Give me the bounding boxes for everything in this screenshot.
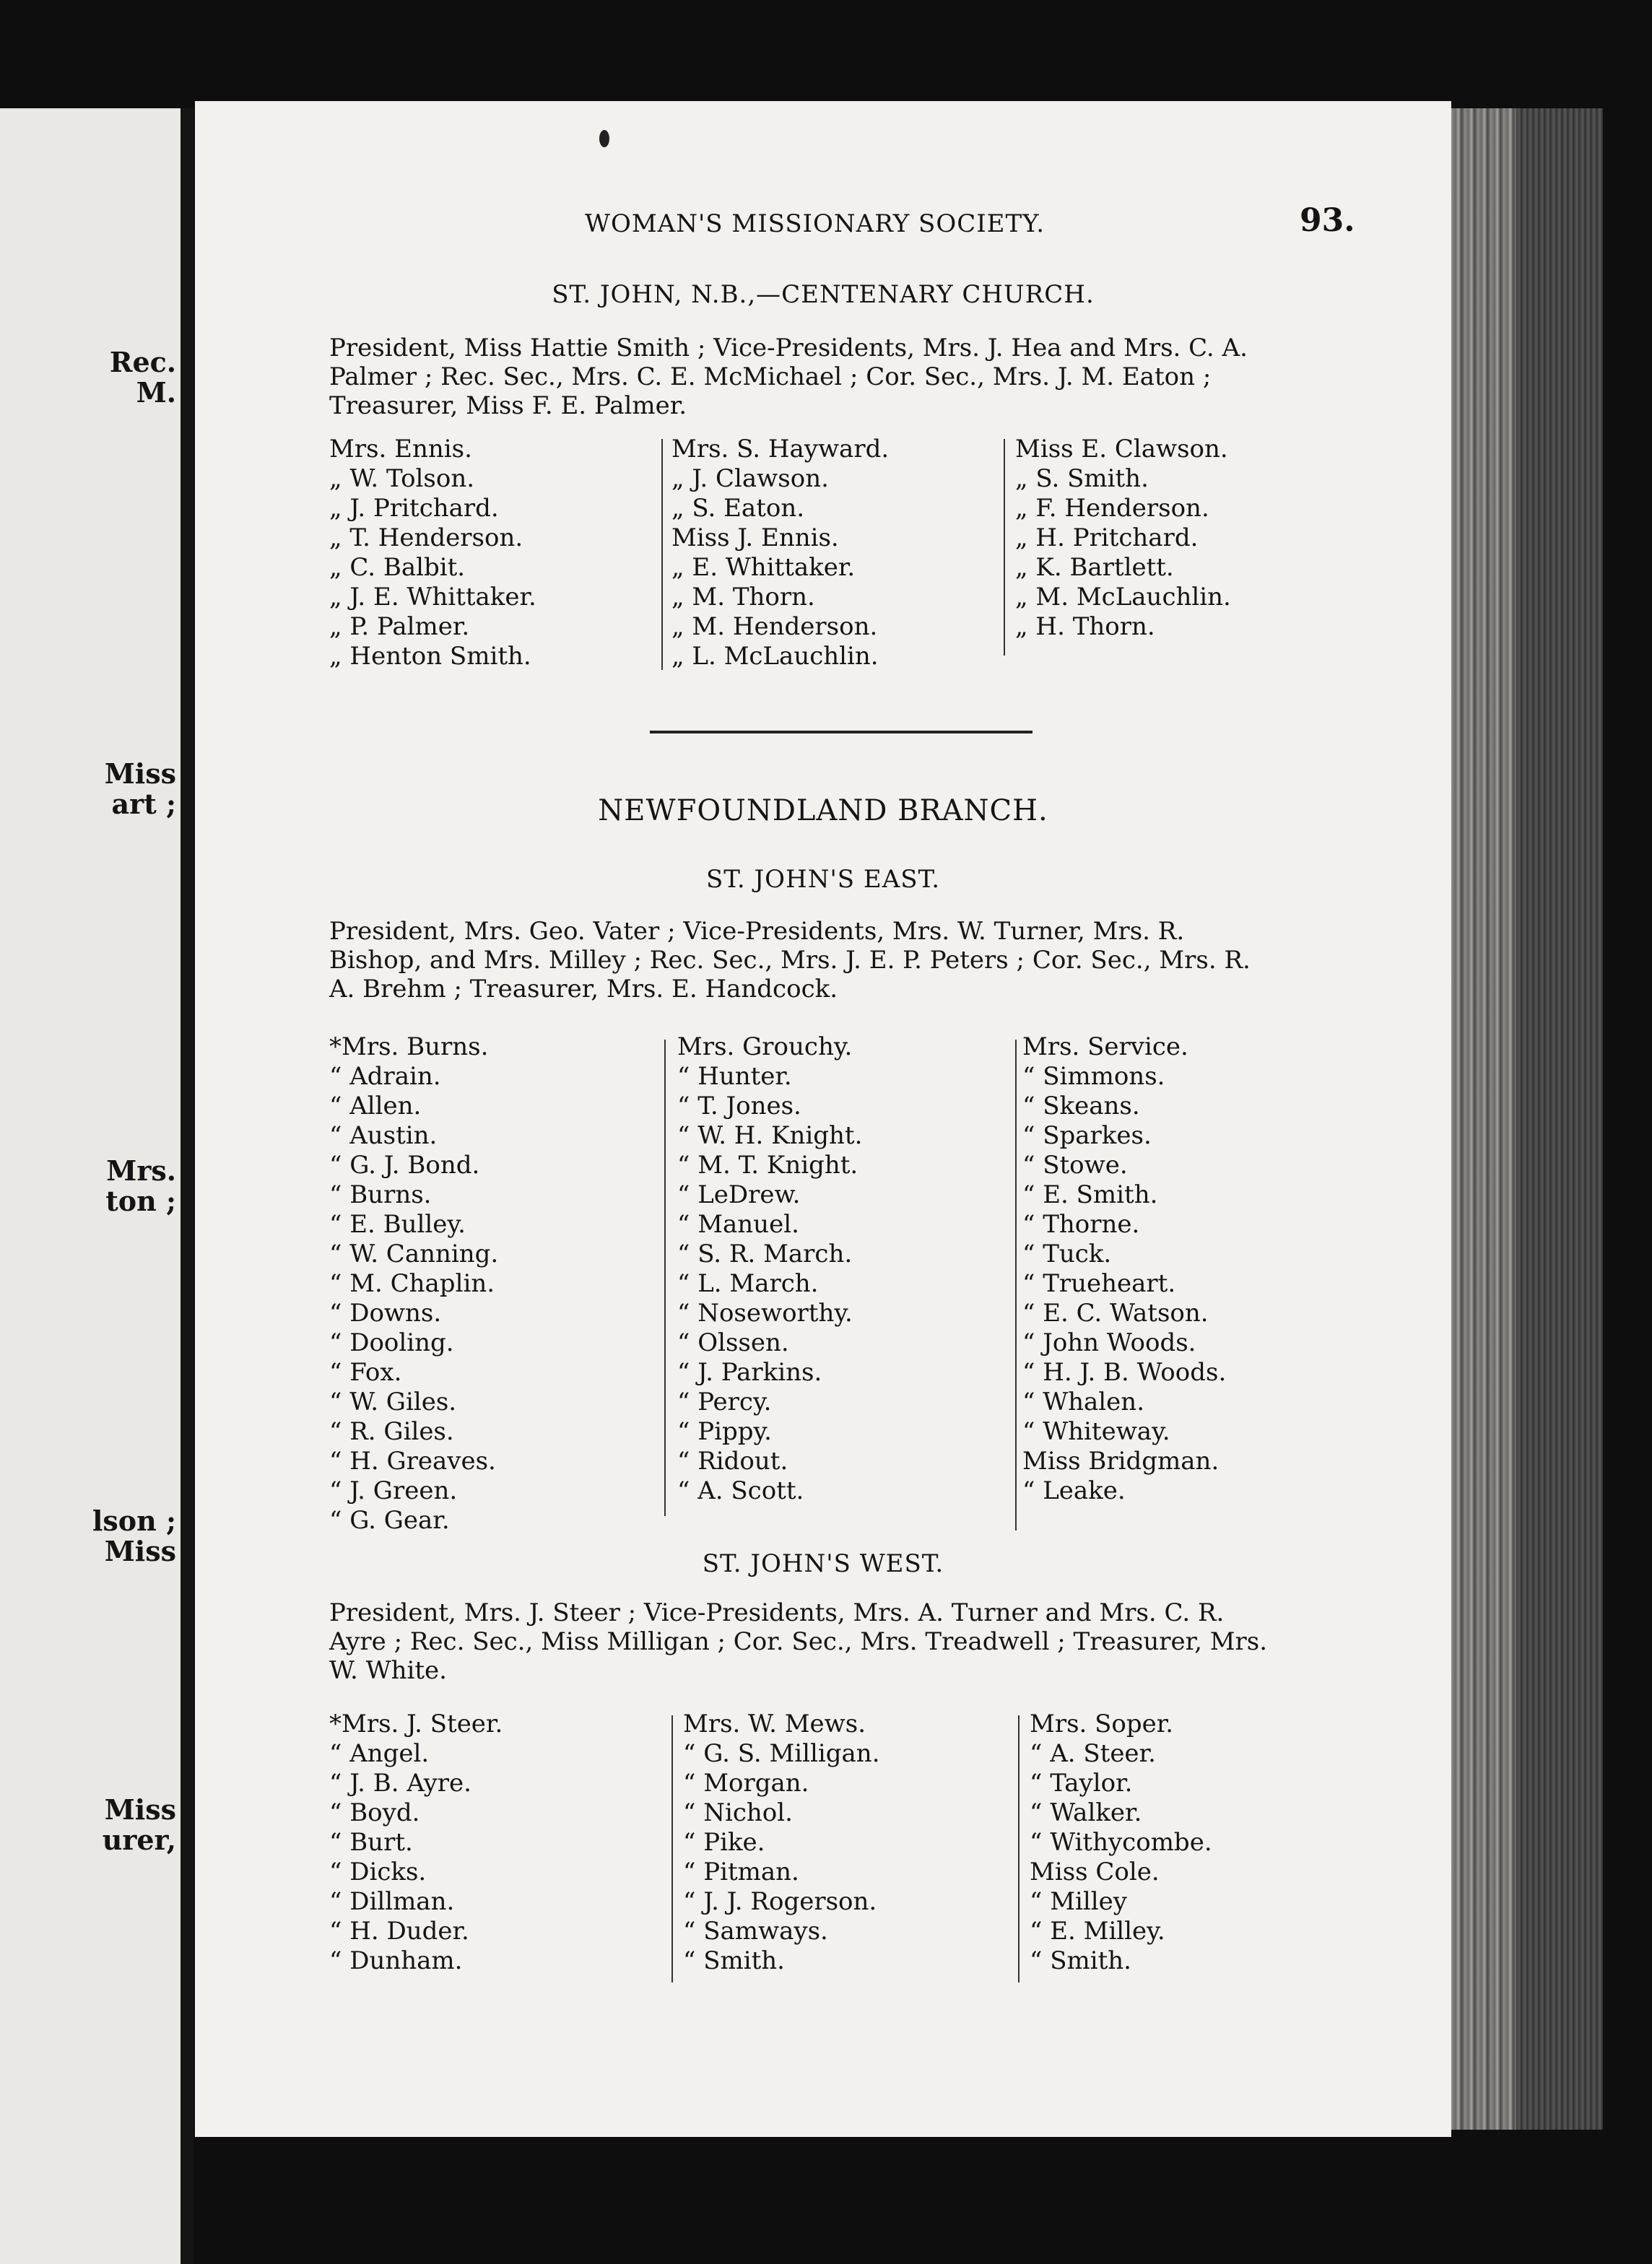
member-entry: „ M. Henderson.	[671, 612, 878, 641]
margin-fragment: Mrs.	[106, 1154, 176, 1187]
officers-line: A. Brehm ; Treasurer, Mrs. E. Handcock.	[329, 975, 838, 1003]
member-entry: “ G. J. Bond.	[329, 1151, 480, 1180]
column-divider	[664, 1040, 666, 1516]
member-entry: “ H. Duder.	[329, 1917, 469, 1946]
member-entry: “ Dillman.	[329, 1887, 455, 1916]
member-entry: “ Austin.	[329, 1121, 438, 1150]
officers-line: Palmer ; Rec. Sec., Mrs. C. E. McMichael ; Cor. Sec., Mrs. J. M. Eaton ;	[329, 362, 1212, 391]
member-entry: “ Smith.	[683, 1946, 785, 1975]
margin-fragment: lson ;	[92, 1505, 176, 1537]
member-entry: “ Manuel.	[677, 1210, 799, 1239]
member-entry: „ H. Thorn.	[1015, 612, 1155, 641]
member-entry: “ Taylor.	[1030, 1769, 1133, 1798]
running-head: WOMAN'S MISSIONARY SOCIETY.	[585, 209, 1045, 238]
member-entry: „ J. E. Whittaker.	[329, 583, 536, 611]
member-entry: “ Dicks.	[329, 1858, 427, 1886]
member-entry: „ T. Henderson.	[329, 523, 523, 552]
section-title-st-johns-east: ST. JOHN'S EAST.	[705, 865, 941, 894]
member-entry: “ A. Scott.	[677, 1476, 804, 1505]
member-entry: “ H. J. B. Woods.	[1022, 1358, 1227, 1387]
member-entry: “ Downs.	[329, 1299, 442, 1328]
ink-mark	[599, 130, 609, 147]
member-entry: “ W. Giles.	[329, 1388, 457, 1416]
member-entry: „ S. Eaton.	[671, 494, 805, 523]
member-entry: “ Whalen.	[1022, 1388, 1145, 1416]
member-entry: “ Tuck.	[1022, 1240, 1112, 1268]
member-entry: “ Allen.	[329, 1092, 422, 1120]
member-entry: “ Withycombe.	[1030, 1828, 1212, 1857]
branch-title: NEWFOUNDLAND BRANCH.	[598, 794, 1048, 827]
column-divider	[1015, 1040, 1017, 1531]
member-entry: “ J. Parkins.	[677, 1358, 822, 1387]
member-entry: “ Pippy.	[677, 1417, 772, 1446]
column-divider	[661, 439, 663, 670]
member-entry: „ M. Thorn.	[671, 583, 815, 611]
member-entry: „ E. Whittaker.	[671, 553, 856, 582]
officers-line: Ayre ; Rec. Sec., Miss Milligan ; Cor. Sec., Mrs. Treadwell ; Treasurer, Mrs.	[329, 1627, 1268, 1656]
member-entry: „ W. Tolson.	[329, 464, 475, 493]
section-title-centenary: ST. JOHN, N.B.,—CENTENARY CHURCH.	[552, 280, 1095, 309]
margin-fragment: urer,	[102, 1824, 176, 1856]
officers-line: Bishop, and Mrs. Milley ; Rec. Sec., Mrs. J. E. P. Peters ; Cor. Sec., Mrs. R.	[329, 946, 1251, 975]
member-entry: “ Pike.	[683, 1828, 765, 1857]
member-entry: “ Olssen.	[677, 1328, 789, 1357]
member-entry: “ E. Bulley.	[329, 1210, 466, 1239]
page-number: 93.	[1300, 202, 1355, 239]
member-entry: “ Trueheart.	[1022, 1269, 1176, 1298]
member-entry: Mrs. Grouchy.	[677, 1032, 853, 1061]
member-entry: “ E. C. Watson.	[1022, 1299, 1209, 1328]
officers-paragraph-st-johns-west	[329, 1598, 1355, 1685]
officers-line: W. White.	[329, 1656, 447, 1685]
member-entry: “ Angel.	[329, 1739, 430, 1768]
member-entry: “ Burns.	[329, 1180, 432, 1209]
member-entry: “ G. Gear.	[329, 1506, 450, 1535]
member-entry: “ T. Jones.	[677, 1092, 801, 1120]
member-entry: “ A. Steer.	[1030, 1739, 1156, 1768]
officers-line: President, Miss Hattie Smith ; Vice-Presidents, Mrs. J. Hea and Mrs. C. A.	[329, 334, 1248, 362]
member-entry: “ Sparkes.	[1022, 1121, 1152, 1150]
member-entry: “ LeDrew.	[677, 1180, 801, 1209]
member-entry: Mrs. W. Mews.	[683, 1710, 866, 1738]
member-entry: “ Leake.	[1022, 1476, 1126, 1505]
member-entry: „ C. Balbit.	[329, 553, 466, 582]
officers-line: President, Mrs. J. Steer ; Vice-Presidents, Mrs. A. Turner and Mrs. C. R.	[329, 1598, 1225, 1627]
member-entry: “ Simmons.	[1022, 1062, 1165, 1091]
book-page-edges	[1451, 108, 1603, 2130]
margin-fragment: Miss	[104, 1535, 176, 1567]
member-entry: “ Nichol.	[683, 1798, 793, 1827]
member-entry: Miss J. Ennis.	[671, 523, 839, 552]
member-entry: „ H. Pritchard.	[1015, 523, 1199, 552]
member-entry: “ Fox.	[329, 1358, 402, 1387]
member-entry: “ Skeans.	[1022, 1092, 1140, 1120]
member-entry: Miss Cole.	[1030, 1858, 1160, 1886]
member-entry: “ Thorne.	[1022, 1210, 1140, 1239]
margin-fragment: Miss	[104, 757, 176, 790]
member-entry: “ Noseworthy.	[677, 1299, 853, 1328]
member-entry: “ Whiteway.	[1022, 1417, 1170, 1446]
member-entry: „ F. Henderson.	[1015, 494, 1209, 523]
member-entry: „ K. Bartlett.	[1015, 553, 1174, 582]
section-divider	[650, 731, 1032, 733]
member-entry: *Mrs. Burns.	[329, 1032, 489, 1061]
member-entry: “ G. S. Milligan.	[683, 1739, 880, 1768]
member-entry: “ Boyd.	[329, 1798, 420, 1827]
member-entry: “ John Woods.	[1022, 1328, 1196, 1357]
column-divider	[1004, 439, 1005, 656]
member-entry: „ L. McLauchlin.	[671, 642, 879, 671]
member-entry: „ J. Clawson.	[671, 464, 829, 493]
member-entry: “ Dunham.	[329, 1946, 463, 1975]
margin-fragment: ton ;	[105, 1185, 176, 1217]
member-entry: Miss Bridgman.	[1022, 1447, 1220, 1476]
member-entry: Mrs. Service.	[1022, 1032, 1188, 1061]
left-page-edge	[0, 108, 194, 2264]
member-entry: “ Milley	[1030, 1887, 1127, 1916]
member-entry: “ Percy.	[677, 1388, 772, 1416]
member-column-3	[1022, 1032, 1226, 1506]
member-entry: “ J. J. Rogerson.	[683, 1887, 877, 1916]
member-entry: “ Samways.	[683, 1917, 828, 1946]
margin-fragment: art ;	[111, 788, 176, 820]
member-column-2	[677, 1032, 862, 1506]
section-title-st-johns-west: ST. JOHN'S WEST.	[702, 1549, 944, 1578]
member-entry: “ E. Smith.	[1022, 1180, 1158, 1209]
member-entry: „ S. Smith.	[1015, 464, 1149, 493]
member-entry: “ Ridout.	[677, 1447, 788, 1476]
member-entry: “ R. Giles.	[329, 1417, 454, 1446]
member-entry: “ Hunter.	[677, 1062, 792, 1091]
member-entry: “ W. Canning.	[329, 1240, 499, 1268]
margin-fragment: M.	[136, 376, 176, 409]
officers-paragraph-centenary	[329, 334, 1355, 420]
member-entry: “ Stowe.	[1022, 1151, 1128, 1180]
member-entry: “ E. Milley.	[1030, 1917, 1165, 1946]
member-entry: “ J. Green.	[329, 1476, 458, 1505]
officers-line: President, Mrs. Geo. Vater ; Vice-Presidents, Mrs. W. Turner, Mrs. R.	[329, 917, 1185, 946]
member-entry: Mrs. Soper.	[1030, 1710, 1174, 1738]
column-divider	[671, 1715, 673, 1982]
member-entry: “ J. B. Ayre.	[329, 1769, 471, 1798]
book-page	[195, 101, 1451, 2137]
member-column-2	[671, 435, 889, 671]
member-entry: “ Pitman.	[683, 1858, 799, 1886]
member-entry: “ W. H. Knight.	[677, 1121, 863, 1150]
member-column-1	[329, 1710, 503, 1976]
member-entry: “ Dooling.	[329, 1328, 454, 1357]
margin-fragment: Rec.	[109, 346, 176, 378]
member-entry: “ S. R. March.	[677, 1240, 853, 1268]
member-entry: “ Walker.	[1030, 1798, 1142, 1827]
officers-line: Treasurer, Miss F. E. Palmer.	[329, 391, 687, 420]
member-entry: “ M. T. Knight.	[677, 1151, 858, 1180]
member-entry: “ M. Chaplin.	[329, 1269, 495, 1298]
member-entry: „ J. Pritchard.	[329, 494, 499, 523]
member-entry: „ P. Palmer.	[329, 612, 470, 641]
member-column-1	[329, 435, 536, 671]
member-entry: “ L. March.	[677, 1269, 819, 1298]
member-column-3	[1030, 1710, 1212, 1976]
member-entry: Mrs. S. Hayward.	[671, 435, 890, 463]
member-entry: “ Morgan.	[683, 1769, 809, 1798]
member-entry: „ Henton Smith.	[329, 642, 531, 671]
member-entry: Mrs. Ennis.	[329, 435, 472, 463]
member-entry: “ Adrain.	[329, 1062, 441, 1091]
member-entry: “ Smith.	[1030, 1946, 1131, 1975]
member-entry: “ Burt.	[329, 1828, 413, 1857]
margin-fragment: Miss	[104, 1793, 176, 1826]
officers-paragraph-st-johns-east	[329, 917, 1355, 1003]
member-entry: *Mrs. J. Steer.	[329, 1710, 503, 1738]
member-column-1	[329, 1032, 498, 1536]
column-divider	[1018, 1715, 1020, 1982]
member-column-3	[1015, 435, 1231, 642]
member-entry: „ M. McLauchlin.	[1015, 583, 1231, 611]
member-entry: “ H. Greaves.	[329, 1447, 496, 1476]
member-column-2	[683, 1710, 880, 1976]
member-entry: Miss E. Clawson.	[1015, 435, 1228, 463]
